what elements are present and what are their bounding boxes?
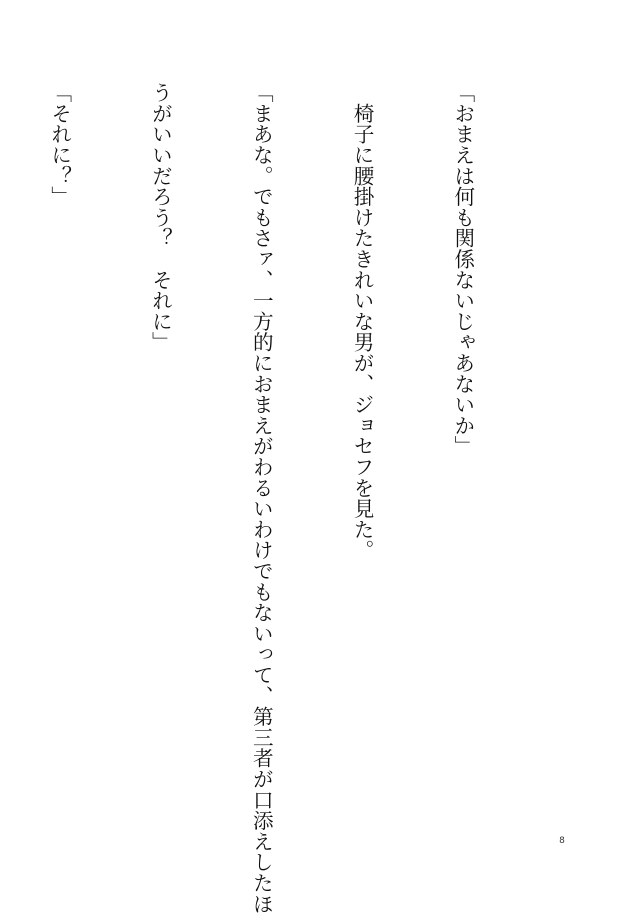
text-line: 「まあな。でもさァ、一方的におまえがわるいわけでもないって、第三者が口添えしたほ — [249, 82, 274, 914]
text-line: 椅子に腰掛けたきれいな男が、ジョセフを見た。 — [350, 82, 375, 561]
text-line: うがいいだろう？ それに」 — [148, 82, 173, 353]
text-line: 「おまえは何も関係ないじゃあないか」 — [450, 82, 475, 457]
vertical-text-body — [47, 82, 546, 914]
page-number: 8 — [559, 836, 565, 846]
text-line: 「それに？」 — [47, 82, 72, 207]
